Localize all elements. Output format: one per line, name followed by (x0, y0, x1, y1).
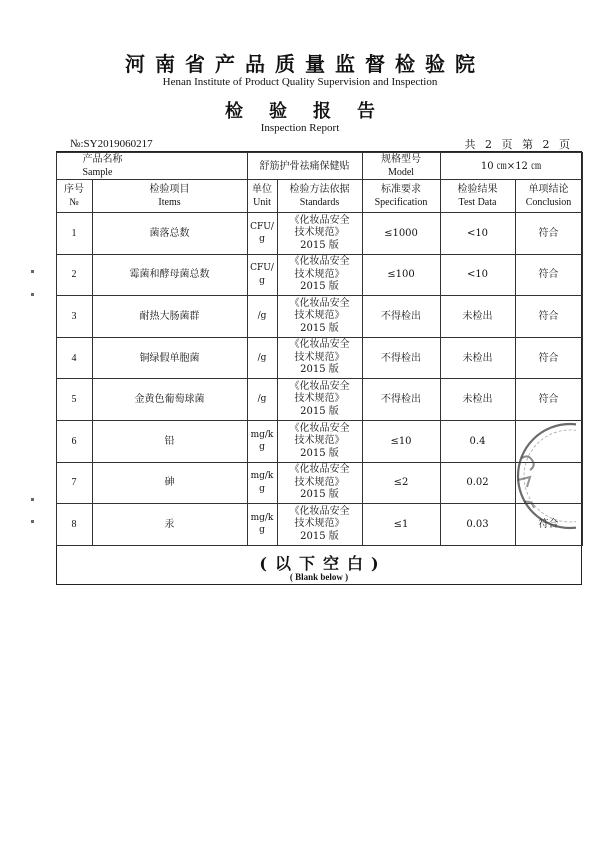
test-result-text: 未检出 (462, 352, 493, 364)
binding-hole (31, 520, 34, 523)
specification (362, 462, 440, 504)
column-header-en: № (69, 197, 79, 208)
test-standard-text: 2015 版 (300, 364, 339, 376)
row-number (56, 254, 92, 296)
row-number-text: 7 (71, 477, 77, 489)
institute-name-en: Henan Institute of Product Quality Supervision and Inspection (162, 76, 438, 88)
test-standard-text: 《化妆品安全 (289, 339, 350, 351)
test-standard-text: 2015 版 (300, 322, 339, 334)
row-number-text: 3 (71, 310, 77, 322)
test-standard (277, 462, 362, 504)
table-row (56, 337, 582, 379)
test-result (440, 254, 515, 296)
specification-text: ≤10 (390, 435, 412, 447)
row-number (56, 379, 92, 421)
row-number (56, 420, 92, 462)
binding-hole (31, 293, 34, 296)
unit-text: g (259, 442, 265, 453)
test-item (92, 254, 247, 296)
conclusion (515, 504, 582, 546)
test-result (440, 462, 515, 504)
test-result-text: 未检出 (462, 394, 493, 406)
unit (247, 420, 277, 462)
specification-text: 不得检出 (381, 352, 421, 364)
test-standard-text: 技术规范》 (294, 351, 345, 363)
column-header-cn: 检验结果 (457, 184, 498, 195)
column-header-en: Test Data (458, 197, 497, 208)
sample-value: 舒筋护骨祛痛保健贴 (247, 153, 362, 180)
column-header-cn: 单位 (252, 184, 272, 195)
unit-text: mg/k (250, 512, 274, 523)
test-standard-text: 技术规范》 (294, 310, 345, 322)
specification (362, 420, 440, 462)
test-standard-text: 2015 版 (300, 489, 339, 501)
column-header (440, 180, 515, 213)
column-header-en: Unit (253, 197, 271, 208)
test-standard-text: 技术规范》 (294, 393, 345, 405)
test-result-text: 未检出 (462, 310, 493, 322)
unit (247, 254, 277, 296)
test-item (92, 337, 247, 379)
sample-row (56, 153, 582, 180)
table-row (56, 462, 582, 504)
test-standard (277, 296, 362, 338)
column-header-en: Specification (374, 197, 428, 208)
test-item (92, 462, 247, 504)
conclusion (515, 420, 582, 462)
unit (247, 213, 277, 255)
specification (362, 337, 440, 379)
unit-text: CFU/ (250, 263, 274, 274)
row-number-text: 1 (71, 227, 77, 239)
unit-text: mg/k (250, 471, 274, 482)
specification-text: ≤1000 (384, 227, 418, 239)
sample-label-cn: 产品名称 (82, 154, 123, 165)
column-header-row (56, 180, 582, 213)
column-header (515, 180, 582, 213)
conclusion-text: 符合 (538, 352, 559, 364)
table-row (56, 213, 582, 255)
test-standard-text: 技术规范》 (294, 518, 345, 530)
test-standard-text: 《化妆品安全 (289, 422, 350, 434)
blank-below-en: ( Blank below ) (289, 572, 349, 582)
test-standard-text: 《化妆品安全 (289, 505, 350, 517)
inspection-table-frame (56, 151, 582, 585)
column-header-cn: 检验方法依据 (289, 184, 350, 195)
table-row (56, 296, 582, 338)
conclusion (515, 337, 582, 379)
test-standard-text: 2015 版 (300, 405, 339, 417)
test-result-text: 0.4 (469, 435, 486, 447)
specification-text: 不得检出 (381, 310, 421, 322)
test-standard-text: 技术规范》 (294, 435, 345, 447)
test-result-text: <10 (466, 227, 489, 239)
test-standard-text: 《化妆品安全 (289, 297, 350, 309)
model-label-en: Model (387, 167, 415, 178)
row-number-text: 6 (71, 435, 77, 447)
conclusion (515, 462, 582, 504)
unit-text: g (259, 483, 265, 494)
test-item-text: 铅 (164, 435, 175, 447)
unit-text: CFU/ (250, 221, 274, 232)
unit-text: g (259, 525, 265, 536)
row-number (56, 462, 92, 504)
column-header-cn: 检验项目 (149, 184, 190, 195)
test-standard-text: 《化妆品安全 (289, 464, 350, 476)
specification (362, 296, 440, 338)
test-standard-text: 技术规范》 (294, 476, 345, 488)
specification (362, 379, 440, 421)
conclusion (515, 296, 582, 338)
specification-text: 不得检出 (381, 394, 421, 406)
column-header (92, 180, 247, 213)
column-header (247, 180, 277, 213)
column-header (56, 180, 92, 213)
row-number (56, 296, 92, 338)
unit (247, 296, 277, 338)
test-result (440, 504, 515, 546)
test-item (92, 420, 247, 462)
inspection-table (56, 152, 583, 546)
test-standard-text: 技术规范》 (294, 268, 345, 280)
test-standard (277, 420, 362, 462)
column-header (362, 180, 440, 213)
test-result (440, 337, 515, 379)
table-row (56, 504, 582, 546)
test-standard-text: 《化妆品安全 (289, 256, 350, 268)
conclusion-text: 符合 (538, 227, 559, 239)
blank-below-cn: (以下空白) (259, 554, 387, 573)
column-header-cn: 标准要求 (381, 184, 421, 195)
column-header-cn: 序号 (64, 184, 84, 195)
specification-text: ≤1 (393, 518, 409, 530)
column-header-en: Standards (299, 197, 340, 208)
test-item-text: 铜绿假单胞菌 (139, 352, 200, 364)
unit (247, 337, 277, 379)
column-header (277, 180, 362, 213)
column-header-en: Items (158, 197, 181, 208)
sample-label-cell (56, 153, 247, 180)
specification-text: ≤2 (393, 477, 409, 489)
test-result (440, 379, 515, 421)
test-standard-text: 《化妆品安全 (289, 214, 350, 226)
model-label-cell (362, 153, 440, 180)
table-row (56, 254, 582, 296)
specification (362, 504, 440, 546)
unit-text: g (259, 275, 265, 286)
sample-label-en: Sample (82, 167, 113, 178)
conclusion-text: 符合 (538, 310, 559, 322)
unit-text: g (259, 234, 265, 245)
row-number-text: 2 (71, 269, 77, 281)
report-number: №:SY2019060217 (70, 138, 153, 150)
unit (247, 504, 277, 546)
test-result-text: <10 (466, 269, 489, 281)
test-standard (277, 504, 362, 546)
report-title-en: Inspection Report (260, 122, 340, 134)
binding-hole (31, 498, 34, 501)
test-standard (277, 254, 362, 296)
test-standard-text: 技术规范》 (294, 227, 345, 239)
test-item (92, 213, 247, 255)
unit (247, 462, 277, 504)
row-number (56, 213, 92, 255)
test-standard-text: 2015 版 (300, 239, 339, 251)
test-item-text: 霉菌和酵母菌总数 (129, 269, 210, 281)
institute-name-cn: 河南省产品质量监督检验院 (125, 52, 485, 76)
test-standard-text: 2015 版 (300, 530, 339, 542)
unit-text: /g (257, 394, 267, 405)
test-standard (277, 379, 362, 421)
test-item-text: 汞 (164, 518, 175, 530)
specification (362, 213, 440, 255)
test-item (92, 296, 247, 338)
model-label-cn: 规格型号 (381, 154, 421, 165)
specification-text: ≤100 (387, 269, 415, 281)
unit-text: /g (257, 352, 267, 363)
conclusion-text: 符合 (538, 394, 559, 406)
unit-text: /g (257, 311, 267, 322)
test-result-text: 0.03 (466, 518, 489, 530)
row-number-text: 4 (71, 352, 77, 364)
unit (247, 379, 277, 421)
test-result (440, 213, 515, 255)
specification (362, 254, 440, 296)
conclusion-text: 符合 (538, 518, 559, 530)
model-value: 10 ㎝×12 ㎝ (440, 153, 582, 180)
column-header-cn: 单项结论 (528, 184, 569, 195)
page-indicator: 共 2 页 第 2 页 (464, 138, 570, 151)
conclusion (515, 379, 582, 421)
table-body (56, 213, 582, 546)
conclusion (515, 213, 582, 255)
test-result-text: 0.02 (466, 477, 489, 489)
table-row (56, 379, 582, 421)
test-standard (277, 337, 362, 379)
row-number-text: 8 (71, 518, 77, 530)
table-row (56, 420, 582, 462)
row-number (56, 337, 92, 379)
test-item (92, 379, 247, 421)
test-standard-text: 《化妆品安全 (289, 380, 350, 392)
test-standard-text: 2015 版 (300, 447, 339, 459)
test-standard-text: 2015 版 (300, 281, 339, 293)
conclusion-text: 符合 (538, 269, 559, 281)
report-title-cn: 检验报告 (225, 101, 401, 122)
test-standard (277, 213, 362, 255)
test-item-text: 菌落总数 (149, 227, 190, 239)
test-item-text: 金黄色葡萄球菌 (134, 394, 205, 406)
test-item (92, 504, 247, 546)
unit-text: mg/k (250, 429, 274, 440)
test-item-text: 耐热大肠菌群 (139, 310, 200, 322)
test-item-text: 砷 (164, 477, 175, 489)
row-number (56, 504, 92, 546)
row-number-text: 5 (71, 394, 77, 406)
test-result (440, 296, 515, 338)
column-header-en: Conclusion (525, 197, 572, 208)
conclusion (515, 254, 582, 296)
binding-hole (31, 270, 34, 273)
test-result (440, 420, 515, 462)
